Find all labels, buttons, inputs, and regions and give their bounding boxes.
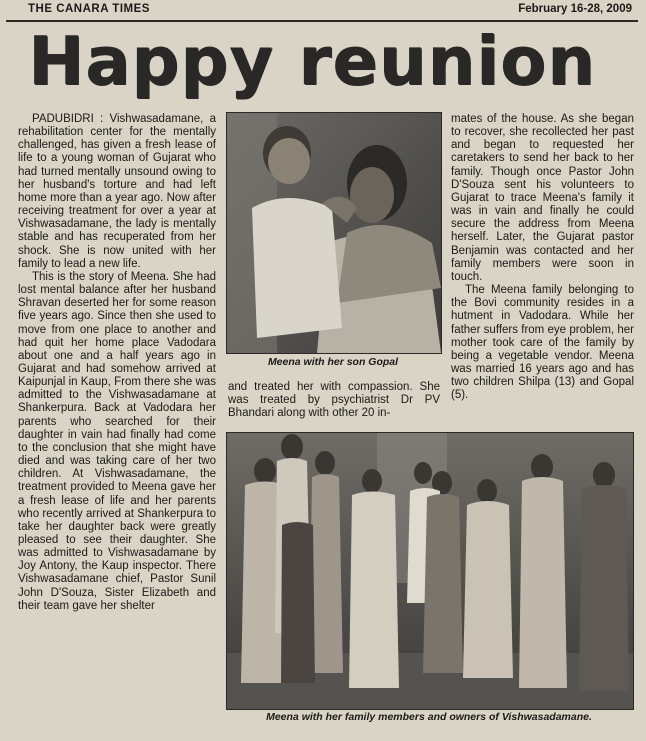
article-column-2	[228, 381, 440, 420]
article-paragraph: and treated her with compassion. She was treated by psychiatrist Dr PV Bhandari along with other 20 in-	[228, 381, 440, 420]
headline: Happy reunion	[28, 22, 596, 100]
photo-mother-and-son	[226, 112, 442, 354]
article-column-3	[451, 113, 634, 402]
newspaper-name: THE CANARA TIMES	[28, 3, 150, 15]
photo-caption: Meena with her family members and owners of Vishwasadamane.	[266, 711, 592, 723]
photo-family-group-image	[227, 433, 633, 709]
masthead	[6, 2, 638, 22]
issue-date: February 16-28, 2009	[518, 3, 632, 15]
photo-caption: Meena with her son Gopal	[267, 356, 399, 368]
photo-mother-and-son-image	[227, 113, 441, 353]
photo-family-group	[226, 432, 634, 710]
article-column-1	[18, 113, 216, 613]
article-paragraph: PADUBIDRI : Vishwasadamane, a rehabilitation center for the mentally challenged, has given a fresh lease of life to a young woman of Gujarat who had turned mentally unsound owing to her husband's torture and had left home more than a year ago. Now after receiving treatment for over a year at Vishwasadamane, the lady is mentally stable and has recuperated from her shock. She is now united with her family to lead a new life.	[18, 113, 216, 270]
article-paragraph: This is the story of Meena. She had lost mental balance after her husband Shravan deserted her for some reason five years ago. Since then she used to move from one place to another and had quit her home place Vadodara about one and a half years ago in Gujarat and had somehow arrived at Kaipunjal in Kaup, From there she was admitted to the Vishwasadamane at Shankerpura. Back at Vadodara her parents who searched for their daughter in vain had finally had come to the conclusion that she might have died and was taking care of her two children. At Vishwasadamane, the treatment provided to Meena gave her a fresh lease of life and her parents who recently arrived at Shankerpura to take her daughter back were greatly pleased to see their daughter. She was admitted to Vishwasadamane by Joy Antony, the Kaup inspector. There Vishwasadamane chief, Pastor Sunil John D'Souza, Sister Elizabeth and their team gave her shelter	[18, 270, 216, 612]
article-paragraph: The Meena family belonging to the Bovi community resides in a hutment in Vadodara. While her father suffers from eye problem, her mother took care of the family by being a vegetable vendor. Meena was married 16 years ago and has two children Shilpa (13) and Gopal (5).	[451, 284, 634, 402]
article-paragraph: mates of the house. As she began to recover, she recollected her past and began to requested her caretakers to send her back to her family. Though once Pastor John D'Souza sent his volunteers to Gujarat to trace Meena's family it was in vain and finally he could secure the address from Meena herself. Later, the Gujarat pastor Benjamin was contacted and her family members were soon in touch.	[451, 113, 634, 283]
